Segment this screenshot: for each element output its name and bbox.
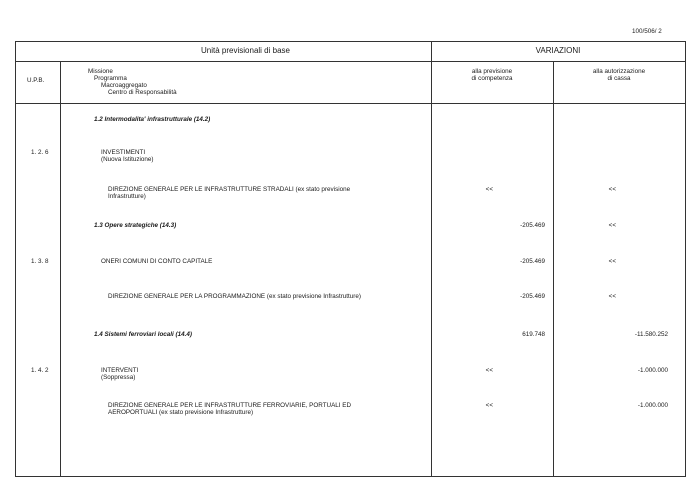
page-reference: 100/506/ 2 (632, 28, 662, 35)
row-title-oneri-comuni: ONERI COMUNI DI CONTO CAPITALE (101, 258, 213, 265)
header-divider (15, 61, 685, 62)
row-title-interventi: INTERVENTI (101, 367, 139, 374)
row-cassa-value: -1.000.000 (637, 367, 668, 374)
row-subtitle-investimenti: (Nuova Istituzione) (101, 156, 154, 163)
row-competenza-value: << (485, 402, 493, 409)
row-competenza-value: << (485, 367, 493, 374)
row-upb-code: 1. 2. 6 (31, 149, 49, 156)
description-column-divider (431, 41, 432, 477)
header-competenza-line1: alla previsione (471, 68, 513, 75)
header-programma: Programma (94, 75, 127, 82)
header-macroaggregato: Macroaggregato (101, 82, 147, 89)
row-cassa-value: -11.580.252 (634, 331, 668, 338)
table-bottom-border (15, 476, 685, 477)
table-left-border (15, 41, 16, 477)
unita-previsionali-title: Unità previsionali di base (201, 46, 290, 55)
row-centro-stradali-line2: Infrastrutture) (108, 193, 146, 200)
row-title-intermodalita: 1.2 Intermodalita' infrastrutturale (14.2) (94, 116, 211, 123)
row-competenza-value: -205.469 (520, 293, 545, 300)
row-title-opere-strategiche: 1.3 Opere strategiche (14.3) (94, 222, 177, 229)
row-upb-code: 1. 4. 2 (31, 367, 49, 374)
row-competenza-value: << (485, 186, 493, 193)
table-right-border (685, 41, 686, 477)
row-subtitle-interventi: (Soppressa) (101, 374, 136, 381)
row-title-sistemi-ferroviari: 1.4 Sistemi ferroviari locali (14.4) (94, 331, 192, 338)
row-cassa-value: << (608, 186, 616, 193)
row-cassa-value: << (608, 293, 616, 300)
row-centro-ferroviarie-line2: AEROPORTUALI (ex stato previsione Infrastrutture) (108, 409, 254, 416)
header-cassa-line1: alla autorizzazione (592, 68, 646, 75)
row-cassa-value: << (608, 258, 616, 265)
row-centro-programmazione: DIREZIONE GENERALE PER LA PROGRAMMAZIONE (ex stato previsione Infrastrutture) (108, 293, 361, 300)
header-centro-responsabilita: Centro di Responsabilità (108, 89, 177, 96)
row-centro-stradali: DIREZIONE GENERALE PER LE INFRASTRUTTURE STRADALI (ex stato previsione (108, 186, 351, 193)
row-cassa-value: -1.000.000 (637, 402, 668, 409)
row-cassa-value: << (608, 222, 616, 229)
row-competenza-value: 619.748 (522, 331, 545, 338)
variazioni-title: VARIAZIONI (535, 46, 581, 55)
table-top-border (15, 41, 685, 42)
row-centro-ferroviarie: DIREZIONE GENERALE PER LE INFRASTRUTTURE FERROVIARIE, PORTUALI ED (108, 402, 352, 409)
header-competenza-line2: di competenza (471, 75, 513, 82)
row-competenza-value: -205.469 (520, 222, 545, 229)
header-cassa-line2: di cassa (607, 75, 631, 82)
row-title-investimenti: INVESTIMENTI (101, 149, 146, 156)
header-bottom-border (15, 103, 685, 104)
competenza-column-divider (553, 61, 554, 477)
upb-header: U.P.B. (27, 77, 45, 84)
header-missione: Missione (88, 68, 113, 75)
row-upb-code: 1. 3. 8 (31, 258, 49, 265)
upb-column-divider (60, 61, 61, 477)
row-competenza-value: -205.469 (520, 258, 545, 265)
